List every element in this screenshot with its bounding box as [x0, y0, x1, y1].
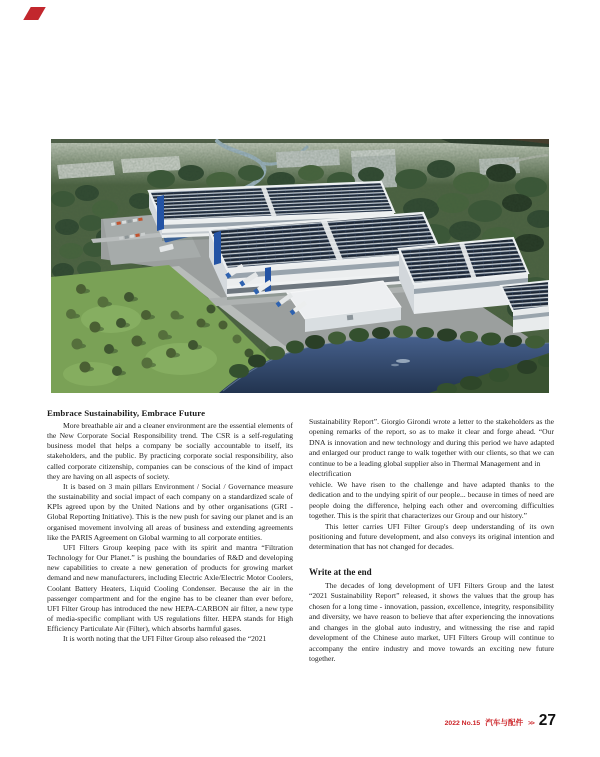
paragraph: It is based on 3 main pillars Environment / Social / Governance measure the sustainability and social impact of each company on a standardized scale of KPIs agreed upon by the United Nations and by other organisations (GRI - Global Reporting Initiative). This is the new push for saving our planet and is an organised movement involving all areas of business and extending agreements like the PARIS Agreement on Global warming to all corporate entities. [47, 481, 293, 542]
paragraph: UFI Filters Group keeping pace with its spirit and mantra “Filtration Technology for Our Planet.” is pushing the boundaries of R&D and developing new capabilities to create a new generation of products for growing market demand and new manufacturers, including Electric Axle/Electric Motor Coolers, Coolant Battery Heaters, Liquid Cooling Condenser. Because the air in the passenger compartment and for the engine has to be cleaner than ever before, UFI Filter Group has introduced the new HEPA-CARBON air filter, a new type of media-specific compliant with US regulations filter. HEPA stands for High Efficiency Particulate Air (Filter), which absorbs harmful gases. [47, 542, 293, 634]
article-right-column [309, 407, 554, 665]
corner-ribbon [23, 7, 46, 20]
paragraph: vehicle. We have risen to the challenge and have adapted thanks to the dedication and to the undying spirit of our people... because in times of need are people doing the difference, helping each other and overcoming difficulties together. This is the spirit that characterizes our Group and our history.” [309, 479, 554, 521]
paragraph: It is worth noting that the UFI Filter Group also released the “2021 [63, 634, 267, 644]
paragraph: More breathable air and a cleaner environment are the essential elements of the New Corporate Social Responsibility trend. The CSR is a self-regulating business model that helps a company be socially accountable to itself, its stakeholders, and the public. By practicing corporate social responsibility, also called corporate citizenship, companies can be conscious of the kind of impact they are having on all aspects of society. [47, 421, 293, 481]
article-heading: Embrace Sustainability, Embrace Future [47, 408, 206, 418]
page-number: 27 [538, 712, 556, 729]
paragraph: electrification [309, 469, 352, 479]
paragraph: This letter carries UFI Filter Group's deep understanding of its own positioning and future development, and also conveys its original intention and determination that has not changed for decades. [309, 521, 554, 552]
chevrons: >> [528, 720, 534, 727]
magazine-name: 汽车与配件 [485, 718, 524, 727]
paragraph: Sustainability Report”. Giorgio Girondi wrote a letter to the stakeholders as the opening remarks of the report, so as to make it clear and forge ahead. “Our DNA is innovation and new technology and during this period we have adapted and enlarged our product range to walk together with our clients, so that we can continue to be a leading global supplier also in Thermal Management and in [309, 417, 554, 468]
article-left-column [47, 407, 293, 644]
paragraph: The decades of long development of UFI Filters Group and the latest “2021 Sustainability Report” released, it shows the values that the group has chosen for a long time - innovation, passion, excellence, integrity, responsibility and diversity, we have reason to believe that after experiencing the innovations and changes in the global auto industry, and witnessing the rise and rapid development of the Chinese auto market, UFI Filters Group will continue to accompany the entire industry and move towards an exciting new future together. [309, 580, 554, 664]
section-heading: Write at the end [309, 566, 372, 577]
page-footer [445, 712, 556, 730]
issue-label: 2022 No.15 [444, 720, 481, 727]
factory-aerial-photo [51, 139, 549, 393]
